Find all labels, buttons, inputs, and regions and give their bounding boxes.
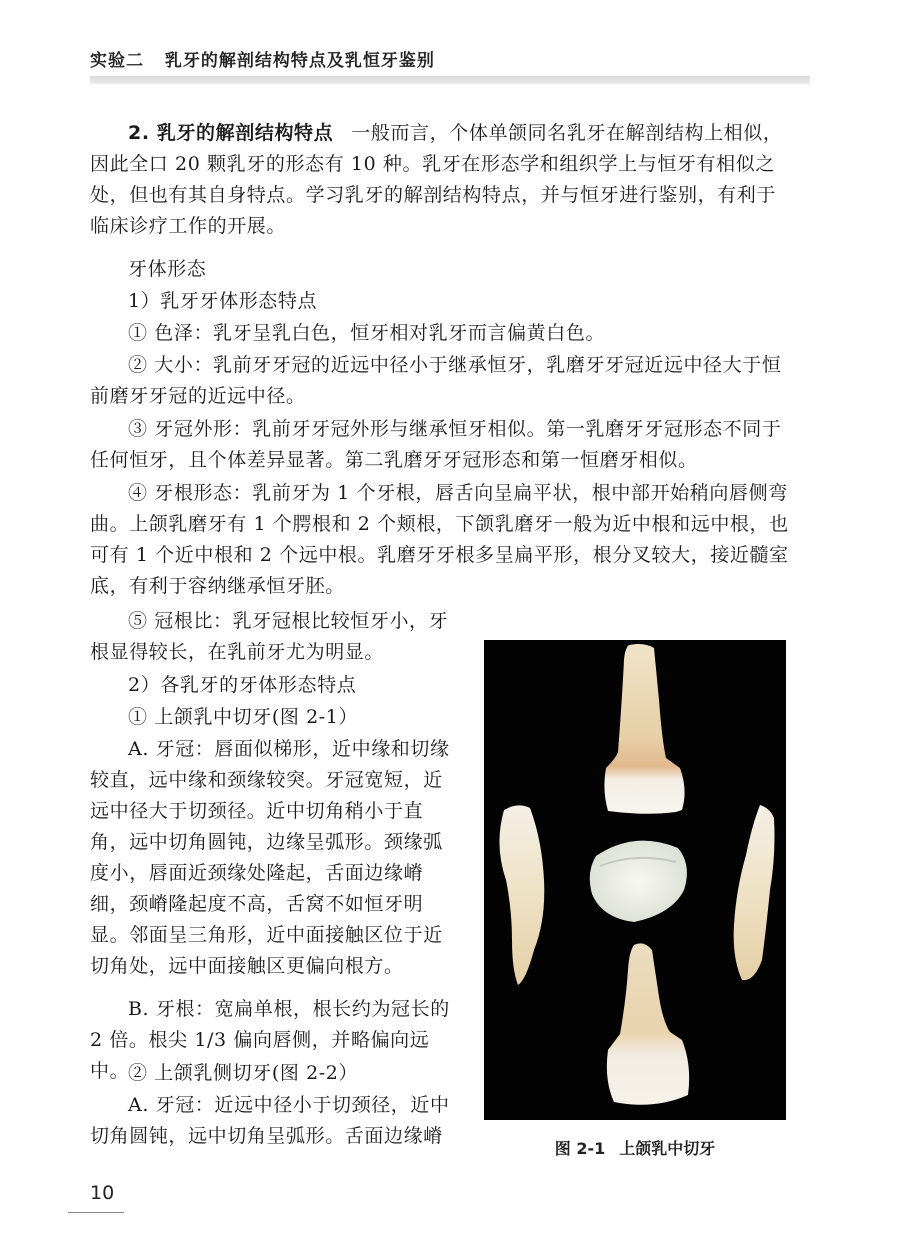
tooth-right-proximal-view [734,805,775,980]
paragraph-ui2-crown: A. 牙冠：近远中径小于切颈径，近中切角圆钝，远中切角呈弧形。舌面边缘嵴 [90,1094,450,1147]
header-rule [90,76,810,84]
paragraph-ui1-crown: A. 牙冠：唇面似梯形，近中缘和切缘较直，远中缘和颈缘较突。牙冠宽短，近远中径大于切颈径。近中切角稍小于直角，远中切角圆钝，边缘呈弧形。颈缘弧度小，唇面近颈缘处隆起，舌面边缘嵴细，颈嵴隆起度不高，舌窝不如恒牙明显。邻面呈三角形，近中面接触区位于近切角处，远中面接触区更偏向根方。 [90,738,450,977]
section-title: 2. 乳牙的解剖结构特点 [128,122,334,144]
subheading-upper-central-incisor: ① 上颌乳中切牙(图 2-1） [128,706,359,728]
footer-rule [68,1212,124,1213]
paragraph-crown-root-ratio: ⑤ 冠根比：乳牙冠根比较恒牙小，牙根显得较长，在乳前牙尤为明显。 [90,610,449,663]
section-intro-paragraph [90,118,790,242]
figure-number: 图 2-1 [554,1139,606,1158]
tooth-bottom-lingual-view [607,943,689,1104]
figure-caption-text: 上颌乳中切牙 [619,1139,716,1158]
tooth-center-incisal-view [590,841,687,922]
tooth-left-proximal-view [499,805,544,985]
paragraph-ui1-root: B. 牙根：宽扁单根，根长约为冠长的 2 倍。根尖 1/3 偏向唇侧，并略偏向远中。 [90,998,450,1082]
paragraph-crown-shape: ③ 牙冠外形：乳前牙牙冠外形与继承恒牙相似。第一乳磨牙牙冠形态不同于任何恒牙，且个体差异显著。第二乳磨牙牙冠形态和第一恒磨牙相似。 [90,418,782,471]
incisor-photo-illustration [484,640,786,1120]
subheading-1: 1）乳牙牙体形态特点 [128,290,318,312]
page-number: 10 [90,1182,115,1204]
chapter-title: 乳牙的解剖结构特点及乳恒牙鉴别 [164,51,435,71]
chapter-label: 实验二 [90,51,144,71]
figure-2-1-photo [484,640,786,1120]
paragraph-size: ② 大小：乳前牙牙冠的近远中径小于继承恒牙，乳磨牙牙冠近远中径大于恒前磨牙牙冠的近远中径。 [90,354,782,407]
subheading-morphology: 牙体形态 [128,258,207,280]
running-header [90,46,810,71]
figure-caption [484,1136,786,1159]
paragraph-root-shape: ④ 牙根形态：乳前牙为 1 个牙根，唇舌向呈扁平状，根中部开始稍向唇侧弯曲。上颌乳磨牙有 1 个腭根和 2 个颊根，下颌乳磨牙一般为近中根和远中根，也可有 1 个近中根和 2 个远中根。乳磨牙牙根多呈扁平形，根分叉较大，接近髓室底，有利于容纳继承恒牙胚。 [90,482,789,597]
subheading-upper-lateral-incisor: ② 上颌乳侧切牙(图 2-2） [128,1062,359,1084]
section-intro: 一般而言，个体单颌同名乳牙在解剖结构上相似，因此全口 20 颗乳牙的形态有 10 种。乳牙在形态学和组织学上与恒牙有相似之处，但也有其自身特点。学习乳牙的解剖结构特点，并与恒牙进行鉴别，有利于临床诊疗工作的开展。 [90,122,783,237]
subheading-2: 2）各乳牙的牙体形态特点 [128,674,357,696]
paragraph-color: ① 色泽：乳牙呈乳白色，恒牙相对乳牙而言偏黄白色。 [128,322,606,344]
tooth-top-labial-view [604,644,684,814]
